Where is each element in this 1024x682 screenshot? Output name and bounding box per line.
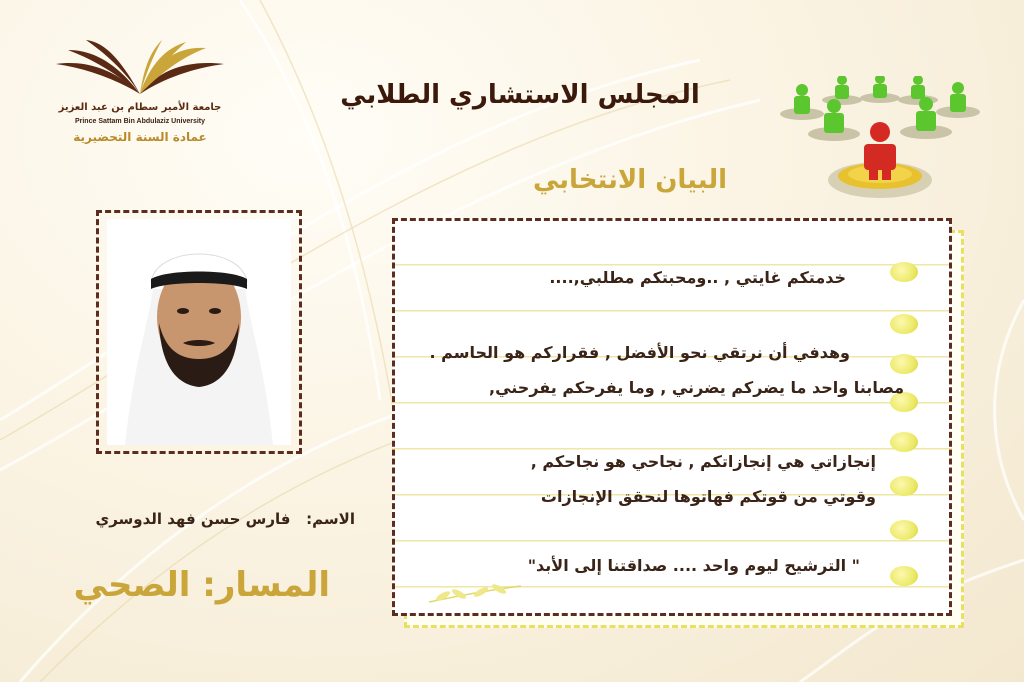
name-label: الاسم: xyxy=(306,510,355,528)
statement-line: مصابنا واحد ما يضركم يضرني , وما يفرحكم يفرحني, xyxy=(488,378,904,397)
page-subtitle: البيان الانتخابي xyxy=(532,165,728,195)
bullet-dot-icon xyxy=(890,476,918,496)
bullet-dot-icon xyxy=(890,314,918,334)
bullet-dot-icon xyxy=(890,354,918,374)
statement-line: وهدفي أن نرتقي نحو الأفضل , فقراركم هو الحاسم . xyxy=(429,343,850,362)
logo-department: عمادة السنة التحضيرية xyxy=(73,130,207,144)
track-label: المسار: xyxy=(202,565,330,605)
open-book-logo-icon xyxy=(54,38,226,98)
statement-line: " الترشيح ليوم واحد .... صداقتنا إلى الأبد" xyxy=(527,556,860,575)
candidate-photo-frame xyxy=(96,210,302,454)
statement-line: وقوتي من قوتكم فهاتوها لنحقق الإنجازات xyxy=(540,487,876,506)
name-value: فارس حسن فهد الدوسري xyxy=(95,510,291,528)
candidate-track xyxy=(60,565,330,605)
university-logo xyxy=(50,38,230,168)
bullet-dot-icon xyxy=(890,262,918,282)
logo-english-name: Prince Sattam Bin Abdulaziz University xyxy=(74,118,206,125)
statement-line: إنجازاتي هي إنجازاتكم , نجاحي هو نجاحكم , xyxy=(530,452,876,471)
track-value: الصحي xyxy=(73,565,191,605)
candidate-photo xyxy=(107,219,291,445)
page-title: المجلس الاستشاري الطلابي xyxy=(340,80,700,110)
people-network-icon xyxy=(772,76,987,206)
bullet-dot-icon xyxy=(890,566,918,586)
statement-line: خدمتكم غايتي , ..ومحبتكم مطلبي,.... xyxy=(549,268,846,287)
logo-arabic-name: جامعة الأمير سطام بن عبد العزيز xyxy=(58,102,222,113)
bullet-dot-icon xyxy=(890,432,918,452)
leaf-sprig-icon xyxy=(425,578,525,608)
bullet-dot-icon xyxy=(890,520,918,540)
candidate-name xyxy=(40,510,355,528)
